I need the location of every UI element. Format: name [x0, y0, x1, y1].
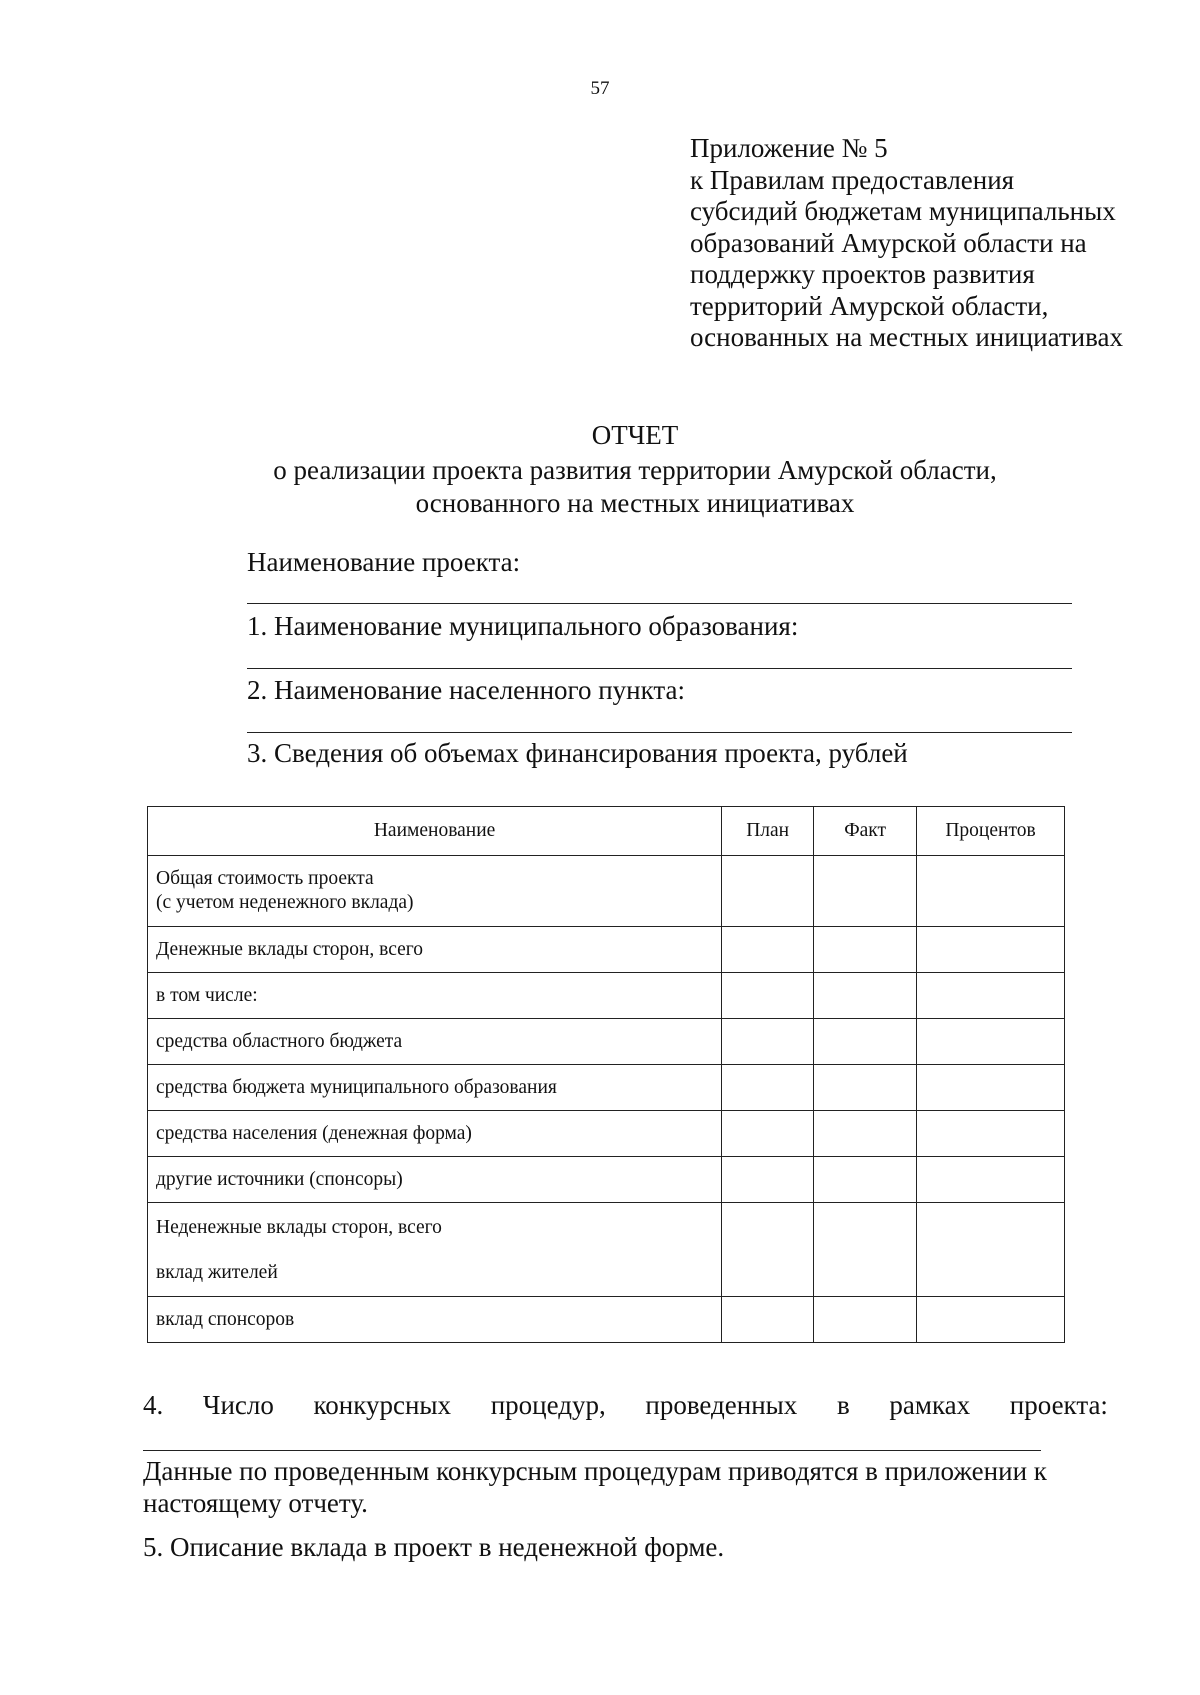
report-subtitle: [0, 454, 1200, 520]
plan-cell: [722, 1019, 814, 1065]
item4-word: рамках: [889, 1390, 971, 1420]
annex-line: субсидий бюджетам муниципальных: [690, 196, 1116, 226]
item4-word: в: [836, 1390, 850, 1420]
financing-label: 3. Сведения об объемах финансирования проекта, рублей: [247, 738, 908, 768]
item4-fill-line: [143, 1450, 1041, 1451]
percent-cell: [917, 1019, 1065, 1065]
table-row: [148, 973, 1065, 1019]
item4-word: конкурсных: [313, 1390, 452, 1420]
municipality-label: 1. Наименование муниципального образования:: [247, 611, 799, 641]
percent-cell: [917, 1065, 1065, 1111]
plan-cell: [722, 1065, 814, 1111]
row-regional: средства областного бюджета: [148, 1019, 722, 1065]
settlement-line: [247, 732, 1072, 733]
row-total-line2: (с учетом неденежного вклада): [156, 892, 414, 913]
item4-word: проекта:: [1009, 1390, 1108, 1420]
table-row: [148, 1111, 1065, 1157]
header-fact: Факт: [814, 807, 917, 856]
fact-cell: [814, 1203, 917, 1297]
project-name-line: [247, 603, 1072, 604]
row-nonmonetary-label: Неденежные вклады сторон, всего: [156, 1216, 442, 1238]
table-row: [148, 1019, 1065, 1065]
row-total-cost: [148, 856, 722, 927]
item4-word: процедур,: [490, 1390, 606, 1420]
percent-cell: [917, 973, 1065, 1019]
row-sponsors: вклад спонсоров: [148, 1297, 722, 1343]
fact-cell: [814, 1065, 917, 1111]
annex-line: к Правилам предоставления: [690, 164, 1015, 195]
plan-cell: [722, 927, 814, 973]
report-subtitle-line2: основанного на местных инициативах: [415, 488, 855, 518]
page-number: 57: [590, 78, 610, 99]
item4-word: Число: [202, 1390, 274, 1420]
plan-cell: [722, 1157, 814, 1203]
row-nonmonetary: [148, 1203, 722, 1297]
annex-line: поддержку проектов развития: [690, 259, 1035, 289]
header-percent: Процентов: [917, 807, 1065, 856]
plan-cell: [722, 1297, 814, 1343]
item4-word: 4.: [143, 1390, 164, 1420]
percent-cell: [917, 1111, 1065, 1157]
percent-cell: [917, 927, 1065, 973]
municipality-line: [247, 668, 1072, 669]
report-subtitle-line1: о реализации проекта развития территории Амурской области,: [273, 455, 997, 485]
annex-line: Приложение № 5: [690, 133, 888, 163]
item5-nonmonetary-description: 5. Описание вклада в проект в неденежной форме.: [143, 1532, 725, 1562]
table-row: [148, 1203, 1065, 1297]
row-monetary: Денежные вклады сторон, всего: [148, 927, 722, 973]
item4-word: проведенных: [645, 1390, 798, 1420]
plan-cell: [722, 1203, 814, 1297]
fact-cell: [814, 1297, 917, 1343]
table-row: [148, 1157, 1065, 1203]
fact-cell: [814, 973, 917, 1019]
annex-line: территорий Амурской области,: [690, 290, 1049, 321]
table-row: [148, 1065, 1065, 1111]
fact-cell: [814, 856, 917, 927]
row-residents-label: вклад жителей: [156, 1261, 278, 1283]
item4-competitive-procedures: [143, 1390, 1108, 1421]
fact-cell: [814, 927, 917, 973]
financing-table: [147, 806, 1065, 1343]
table-row: [148, 856, 1065, 927]
fact-cell: [814, 1019, 917, 1065]
procedures-note: Данные по проведенным конкурсным процедурам приводятся в приложении к настоящему отчету.: [143, 1456, 1047, 1518]
percent-cell: [917, 856, 1065, 927]
row-population: средства населения (денежная форма): [148, 1111, 722, 1157]
annex-line: образований Амурской области на: [690, 227, 1087, 258]
header-name: Наименование: [148, 807, 722, 856]
header-plan: План: [722, 807, 814, 856]
plan-cell: [722, 856, 814, 927]
plan-cell: [722, 973, 814, 1019]
annex-line: основанных на местных инициативах: [690, 322, 1123, 352]
fact-cell: [814, 1157, 917, 1203]
percent-cell: [917, 1203, 1065, 1297]
project-name-label: Наименование проекта:: [247, 547, 521, 577]
fact-cell: [814, 1111, 917, 1157]
table-row: [148, 927, 1065, 973]
row-total-line1: Общая стоимость проекта: [156, 868, 374, 889]
table-row: [148, 1297, 1065, 1343]
row-other: другие источники (спонсоры): [148, 1157, 722, 1203]
row-including: в том числе:: [148, 973, 722, 1019]
settlement-label: 2. Наименование населенного пункта:: [247, 675, 685, 705]
annex-block: [690, 133, 1190, 354]
plan-cell: [722, 1111, 814, 1157]
report-title: ОТЧЕТ: [591, 420, 679, 450]
percent-cell: [917, 1157, 1065, 1203]
percent-cell: [917, 1297, 1065, 1343]
table-header-row: [148, 807, 1065, 856]
row-municipal: средства бюджета муниципального образования: [148, 1065, 722, 1111]
